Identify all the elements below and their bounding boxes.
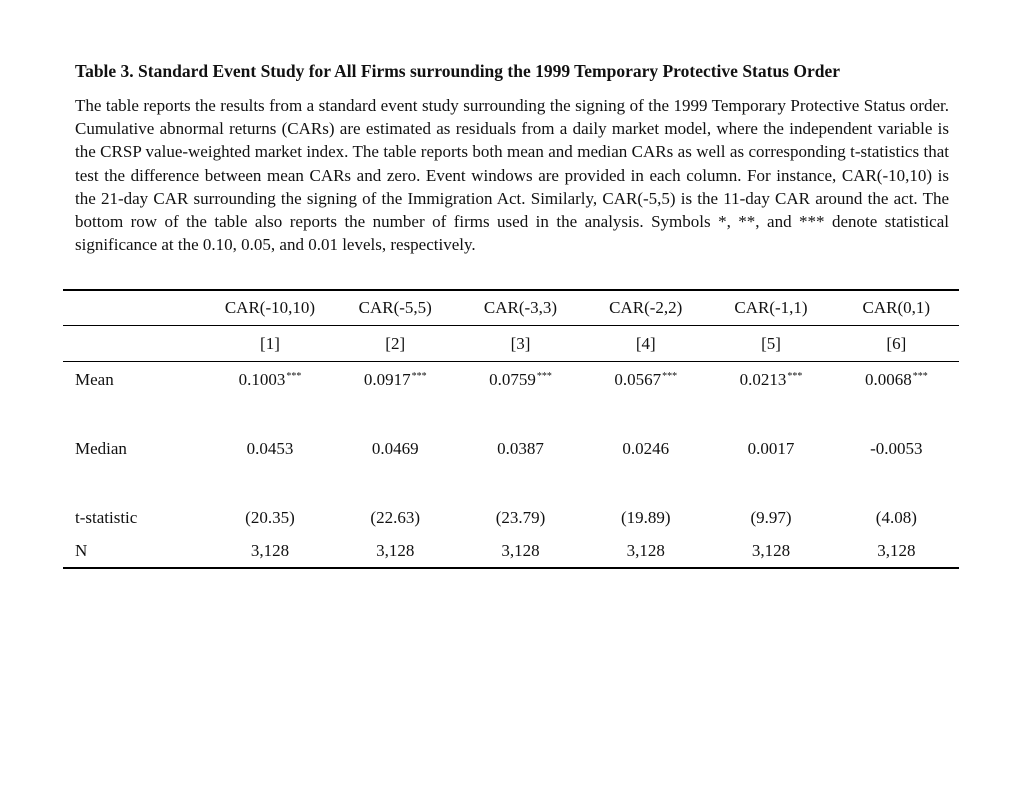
mean-cell [207, 362, 332, 398]
header-row [63, 290, 959, 326]
column-number: [1] [207, 326, 332, 362]
mean-value: 0.1003 [238, 369, 286, 389]
n-value: 3,128 [207, 535, 332, 568]
median-value: 0.0017 [747, 438, 795, 458]
n-value: 3,128 [708, 535, 833, 568]
column-number: [2] [333, 326, 458, 362]
median-value: 0.0387 [497, 438, 544, 458]
column-header: CAR(-10,10) [207, 290, 332, 326]
column-number-corner [63, 326, 207, 362]
spacer-row [63, 397, 959, 431]
column-header: CAR(-5,5) [333, 290, 458, 326]
n-value: 3,128 [333, 535, 458, 568]
median-value: 0.0453 [246, 438, 294, 458]
median-value: 0.0469 [371, 438, 419, 458]
header-corner [63, 290, 207, 326]
significance-stars: *** [662, 370, 678, 382]
n-value: 3,128 [583, 535, 708, 568]
column-number: [5] [708, 326, 833, 362]
mean-value: 0.0917 [363, 369, 411, 389]
n-value: 3,128 [834, 535, 959, 568]
n-value: 3,128 [458, 535, 583, 568]
median-value: -0.0053 [870, 438, 923, 458]
tstat-row-label: t-statistic [75, 507, 138, 527]
mean-value: 0.0567 [614, 369, 662, 389]
column-number-row [63, 326, 959, 362]
mean-row-label: Mean [75, 369, 114, 389]
table-caption: The table reports the results from a standard event study surrounding the signing of the 1999 Temporary Protective Status order. Cumulative abnormal returns (CARs) are estimated as residuals from a daily market model, where the independent variable is the CRSP value-weighted market index. The table reports both mean and median CARs as well as corresponding t-statistics that test the difference between mean CARs and zero. Event windows are provided in each column. For instance, CAR(-10,10) is the 21-day CAR surrounding the signing of the Immigration Act. Similarly, CAR(-5,5) is the 11-day CAR around the act. The bottom row of the table also reports the number of firms used in the analysis. Symbols *, **, and *** denote statistical significance at the 0.10, 0.05, and 0.01 levels, respectively. [75, 96, 949, 255]
column-header: CAR(-2,2) [583, 290, 708, 326]
median-value: 0.0246 [622, 438, 670, 458]
n-row-label: N [63, 535, 207, 568]
significance-stars: *** [411, 370, 427, 382]
significance-stars: *** [286, 370, 302, 382]
tstat-value: (19.89) [620, 507, 671, 527]
tstat-value: (22.63) [370, 507, 420, 527]
n-row [63, 535, 959, 568]
mean-value: 0.0213 [739, 369, 787, 389]
tstat-value: (23.79) [495, 507, 546, 527]
column-number: [6] [834, 326, 959, 362]
spacer-row [63, 466, 959, 500]
tstat-value: (20.35) [245, 507, 295, 527]
mean-value: 0.0068 [864, 369, 912, 389]
median-row-label: Median [75, 438, 127, 458]
significance-stars: *** [912, 370, 928, 382]
mean-cell [333, 362, 458, 398]
tstat-value: (4.08) [875, 507, 917, 527]
tstat-row [63, 500, 959, 535]
column-header: CAR(-1,1) [708, 290, 833, 326]
table-title: Table 3. Standard Event Study for All Firms surrounding the 1999 Temporary Protective Status Order [75, 61, 841, 81]
median-row [63, 431, 959, 466]
mean-cell [834, 362, 959, 398]
results-table [63, 289, 959, 569]
mean-cell [458, 362, 583, 398]
column-number: [4] [583, 326, 708, 362]
tstat-value: (9.97) [750, 507, 792, 527]
column-number: [3] [458, 326, 583, 362]
mean-value: 0.0759 [489, 369, 536, 389]
column-header: CAR(0,1) [834, 290, 959, 326]
significance-stars: *** [536, 370, 552, 382]
mean-cell [583, 362, 708, 398]
significance-stars: *** [787, 370, 803, 382]
mean-row [63, 362, 959, 398]
column-header: CAR(-3,3) [458, 290, 583, 326]
mean-cell [708, 362, 833, 398]
